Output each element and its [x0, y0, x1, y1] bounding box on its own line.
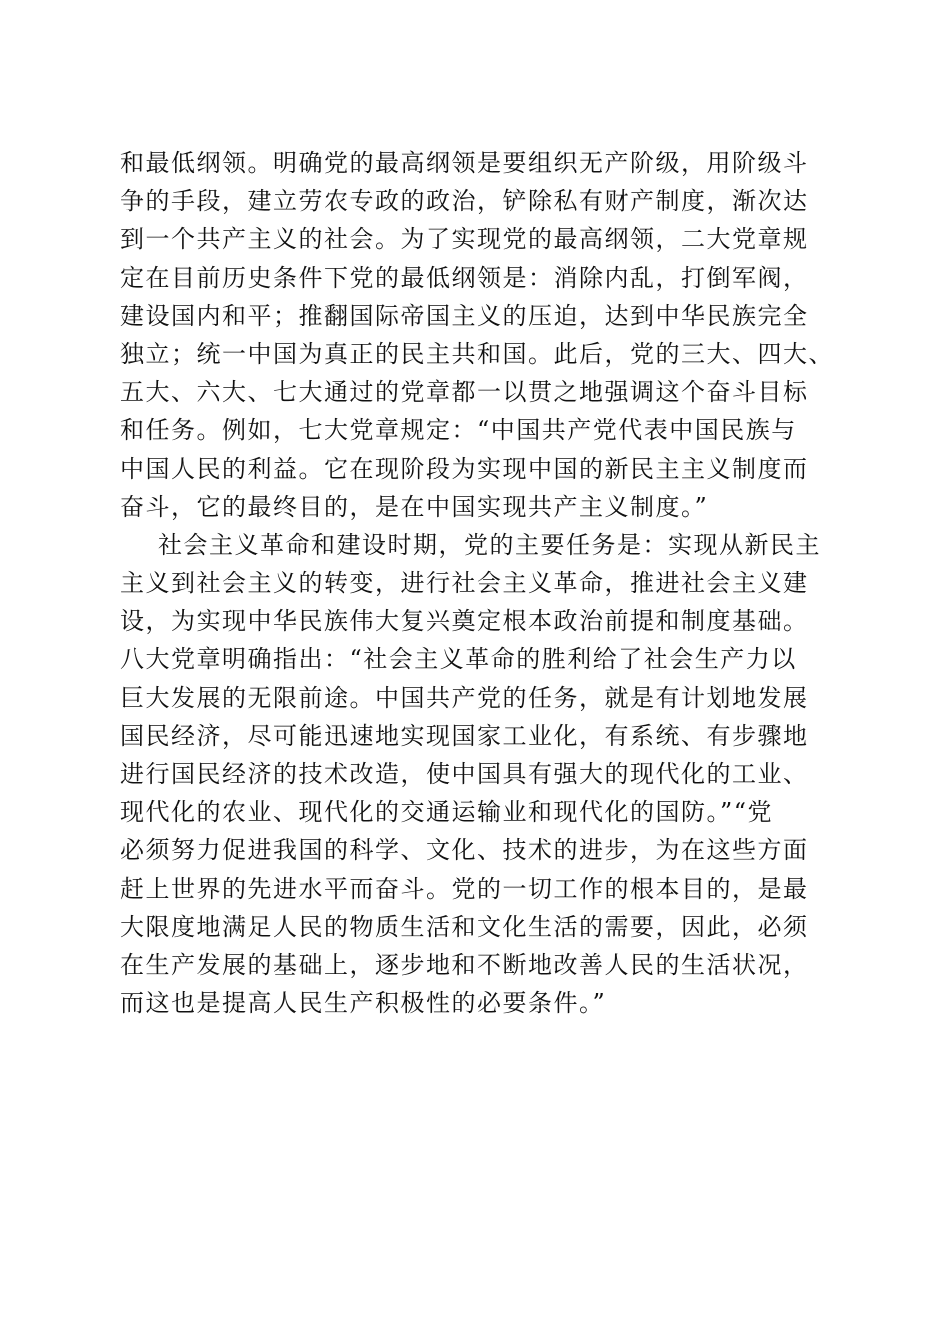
body-text — [120, 144, 840, 1022]
text-line: 在生产发展的基础上，逐步地和不断地改善人民的生活状况， — [120, 950, 809, 979]
text-line: 和任务。例如，七大党章规定：“中国共产党代表中国民族与 — [120, 416, 797, 445]
text-line: 国民经济，尽可能迅速地实现国家工业化，有系统、有步骤地 — [120, 721, 809, 750]
text-line: 奋斗，它的最终目的，是在中国实现共产主义制度。” — [120, 492, 709, 521]
text-line: 巨大发展的无限前途。中国共产党的任务，就是有计划地发展 — [120, 683, 809, 712]
text-line: 独立；统一中国为真正的民主共和国。此后，党的三大、四大、 — [120, 339, 834, 368]
text-line: 争的手段，建立劳农专政的政治，铲除私有财产制度，渐次达 — [120, 187, 809, 216]
text-line: 建设国内和平；推翻国际帝国主义的压迫，达到中华民族完全 — [120, 301, 809, 330]
text-line: 进行国民经济的技术改造，使中国具有强大的现代化的工业、 — [120, 760, 809, 788]
text-line: 五大、六大、七大通过的党章都一以贯之地强调这个奋斗目标 — [120, 378, 809, 407]
text-line: 和最低纲领。明确党的最高纲领是要组织无产阶级，用阶级斗 — [120, 149, 809, 177]
text-line: 八大党章明确指出：“社会主义革命的胜利给了社会生产力以 — [120, 645, 797, 674]
text-line: 必须努力促进我国的科学、文化、技术的进步，为在这些方面 — [120, 836, 809, 865]
text-line: 而这也是提高人民生产积极性的必要条件。” — [120, 989, 607, 1018]
text-line: 设，为实现中华民族伟大复兴奠定根本政治前提和制度基础。 — [120, 607, 809, 636]
paragraph-first-line: 社会主义革命和建设时期，党的主要任务是：实现从新民主 — [158, 530, 821, 559]
text-line: 主义到社会主义的转变，进行社会主义革命，推进社会主义建 — [120, 569, 809, 598]
text-line: 大限度地满足人民的物质生活和文化生活的需要，因此，必须 — [120, 912, 809, 941]
text-line: 定在目前历史条件下党的最低纲领是：消除内乱，打倒军阀， — [120, 263, 809, 292]
text-line: 中国人民的利益。它在现阶段为实现中国的新民主主义制度而 — [120, 454, 809, 483]
text-line: 现代化的农业、现代化的交通运输业和现代化的国防。”“党 — [120, 798, 774, 827]
text-line: 到一个共产主义的社会。为了实现党的最高纲领，二大党章规 — [120, 225, 809, 254]
text-line: 赶上世界的先进水平而奋斗。党的一切工作的根本目的，是最 — [120, 874, 809, 903]
